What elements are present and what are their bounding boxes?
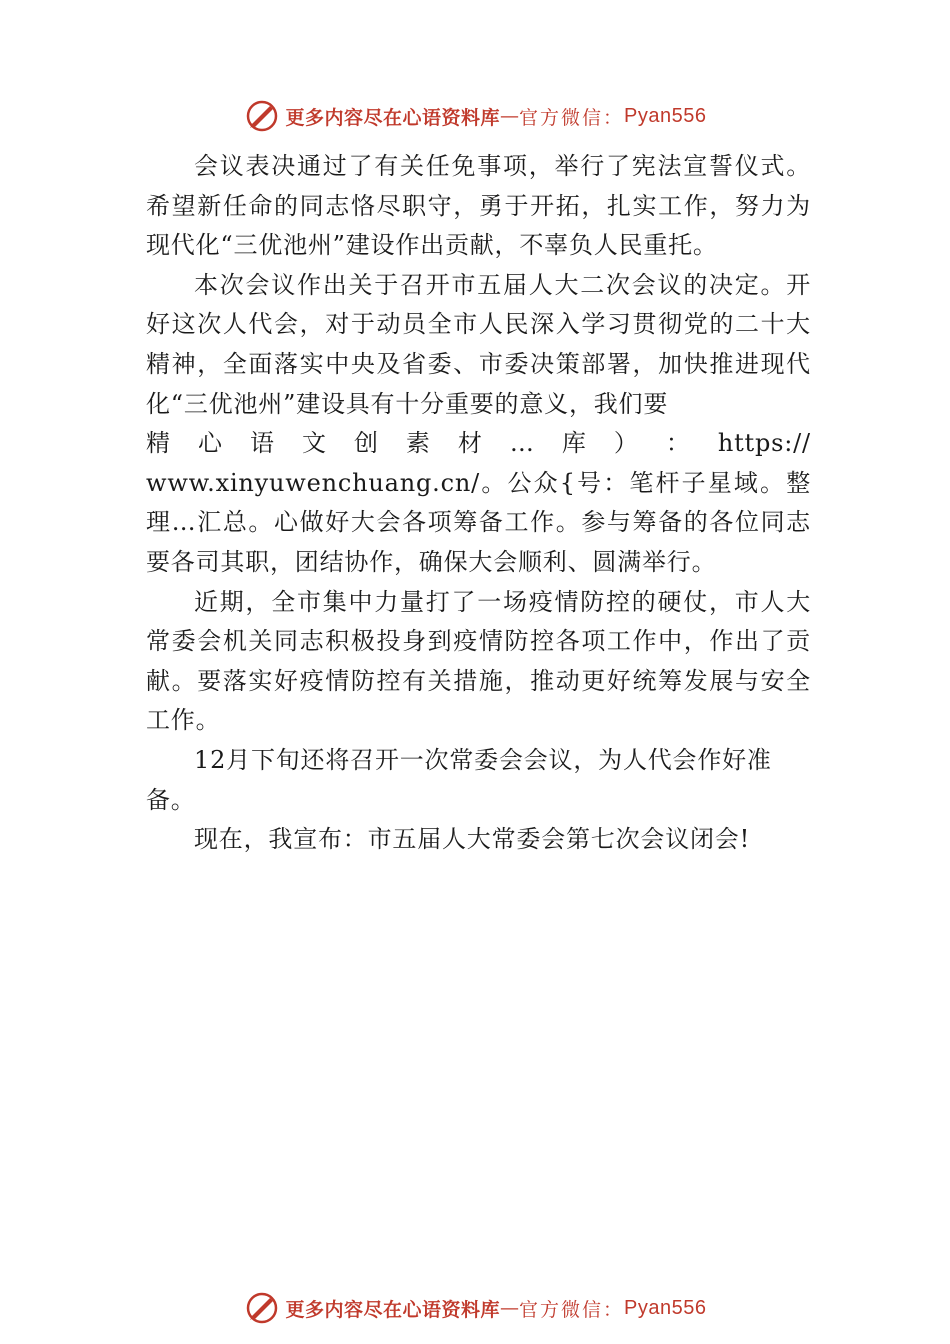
banner-separator: — — [500, 105, 520, 127]
paragraph-4: 12月下旬还将召开一次常委会会议，为人代会作好准备。 — [146, 745, 772, 814]
header-watermark-banner — [0, 96, 950, 136]
spread-url: https:// — [717, 429, 811, 458]
paragraph-2 — [146, 266, 811, 424]
document-body — [146, 147, 811, 860]
spread-char: 素 — [405, 429, 431, 458]
banner-wechat-label: 官方微信： — [519, 106, 625, 129]
spread-char: 语 — [249, 429, 275, 458]
spread-char: 心 — [197, 429, 223, 458]
spread-char: 库 — [561, 429, 587, 458]
banner-separator: — — [500, 1297, 520, 1319]
spread-char: 材 — [457, 429, 483, 458]
banner-text: 更多内容尽在心语资料库 — [285, 1298, 501, 1321]
paragraph-3: 近期，全市集中力量打了一场疫情防控的硬仗，市人大常委会机关同志积极投身到疫情防控各项工作中，作出了贡献。要落实好疫情防控有关措施，推动更好统筹发展与安全工作。 — [146, 587, 811, 735]
spread-char: 文 — [301, 429, 327, 458]
paragraph-2-tail: www.xinyuwenchuang.cn/。公众{号：笔杆子星域。整理…汇总。心做好大会各项筹备工作。参与筹备的各位同志要各司其职，团结协作，确保大会顺利、圆满举行。 — [146, 468, 811, 576]
spread-char: ： — [665, 429, 691, 458]
pen-logo-icon — [244, 1290, 280, 1326]
paragraph-5: 现在，我宣布：市五届人大常委会第七次会议闭会! — [194, 825, 751, 854]
pen-logo-icon — [244, 98, 280, 134]
banner-wechat-id: Pyan556 — [624, 1296, 707, 1319]
banner-wechat-id: Pyan556 — [624, 104, 707, 127]
paragraph-2-main: 本次会议作出关于召开市五届人大二次会议的决定。开好这次人代会，对于动员全市人民深入学习贯彻党的二十大精神，全面落实中央及省委、市委决策部署，加快推进现代化“三优池州”建设具有十分重要的意义，我们要 — [146, 270, 811, 418]
spread-char: 创 — [353, 429, 379, 458]
spread-char: 精 — [146, 429, 171, 458]
paragraph-1: 会议表决通过了有关任免事项，举行了宪法宣誓仪式。希望新任命的同志恪尽职守，勇于开拓，扎实工作，努力为现代化“三优池州”建设作出贡献，不辜负人民重托。 — [146, 152, 811, 260]
spread-char: ） — [613, 429, 639, 458]
spread-char: … — [509, 429, 535, 458]
banner-wechat-label: 官方微信： — [519, 1298, 625, 1321]
banner-text: 更多内容尽在心语资料库 — [285, 106, 501, 129]
paragraph-2-spread-line — [146, 424, 811, 464]
footer-watermark-banner — [0, 1288, 950, 1328]
